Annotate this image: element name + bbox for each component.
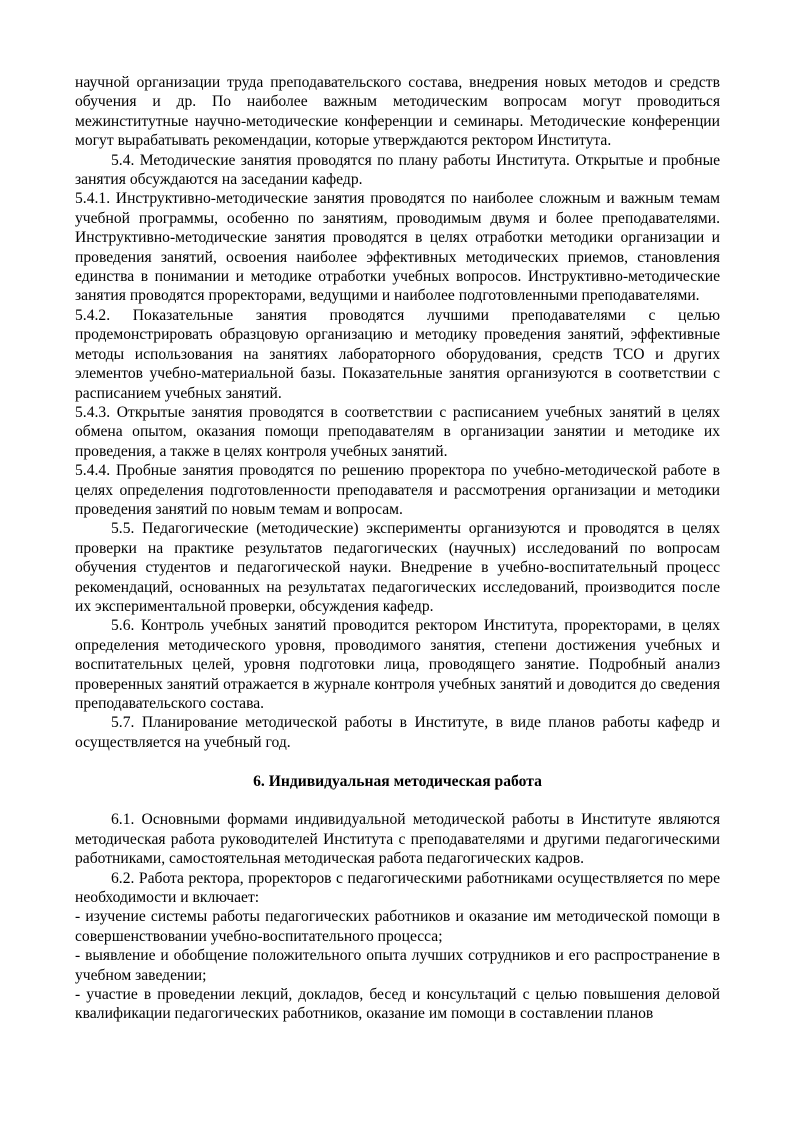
list-item-dash-2: - выявление и обобщение положительного опыта лучших сотрудников и его распространение в учебном заведении; [75, 947, 720, 984]
list-item-dash-3: - участие в проведении лекций, докладов, бесед и консультаций с целью повышения деловой квалификации педагогических работников, оказание им помощи в составлении планов [75, 986, 720, 1023]
paragraph-5-5: 5.5. Педагогические (методические) эксперименты организуются и проводятся в целях проверки на практике результатов педагогических (научных) исследований по вопросам обучения студентов и педагогической науки. Внедрение в учебно-воспитательный процесс рекомендаций, основанных на результатах педагогических исследований, производится после их экспериментальной проверки, обсуждения кафедр. [75, 520, 720, 615]
paragraph-6-2: 6.2. Работа ректора, проректоров с педагогическими работниками осуществляется по мере необходимости и включает: [75, 869, 720, 907]
paragraph-5-4-4: 5.4.4. Пробные занятия проводятся по решению проректора по учебно-методической работе в целях определения подготовленности преподавателя и рассмотрения организации и методики проведения занятий по новым темам и вопросам. [75, 462, 720, 518]
paragraph-5-4-3: 5.4.3. Открытые занятия проводятся в соответствии с расписанием учебных занятий в целях обмена опытом, оказания помощи преподавателям в организации занятии и методике их проведения, а также в целях контроля учебных занятий. [75, 403, 720, 460]
paragraph-5-7: 5.7. Планирование методической работы в Институте, в виде планов работы кафедр и осуществляется на учебный год. [75, 714, 720, 751]
paragraph-5-4-2: 5.4.2. Показательные занятия проводятся лучшими преподавателями с целью продемонстрировать образцовую организацию и методику проведения занятий, эффективные методы использования на занятиях лабораторного оборудования, средств ТСО и других элементов учебно-материальной базы. Показательные занятия организуются в соответствии с расписанием учебных занятий. [75, 306, 720, 402]
paragraph-5-6: 5.6. Контроль учебных занятий проводится ректором Института, проректорами, в целях определения методического уровня, проводимого занятия, степени достижения учебных и воспитательных целей, уровня подготовки лица, проводящего занятие. Подробный анализ проверенных занятий отражается в журнале контроля учебных занятий и доводится до сведения преподавательского состава. [75, 617, 720, 712]
paragraph-5-4: 5.4. Методические занятия проводятся по плану работы Института. Открытые и пробные занятия обсуждаются на заседании кафедр. [75, 151, 720, 189]
list-item-dash-1: - изучение системы работы педагогических работников и оказание им методической помощи в совершенствовании учебно-воспитательного процесса; [75, 908, 720, 945]
paragraph-continuation: научной организации труда преподавательского состава, внедрения новых методов и средств обучения и др. По наиболее важным методическим вопросам могут проводиться межинститутные научно-методические конференции и семинары. Методические конференции могут вырабатывать рекомендации, которые утверждаются ректором Института. [75, 74, 720, 150]
paragraph-6-1: 6.1. Основными формами индивидуальной методической работы в Институте являются методическая работа руководителей Института с преподавателями и другими педагогическими работниками, самостоятельная методическая работа педагогических кадров. [75, 811, 720, 868]
paragraph-5-4-1: 5.4.1. Инструктивно-методические занятия проводятся по наиболее сложным и важным темам учебной программы, особенно по занятиям, проводимым двумя и более преподавателями. Инструктивно-методические занятия проводятся в целях отработки методики организации и проведения занятий, освоения наиболее эффективных методических приемов, становления единства в понимании и методике отработки учебных вопросов. Инструктивно-методические занятия проводятся проректорами, ведущими и наиболее подготовленными преподавателями. [75, 190, 720, 305]
section-heading-6: 6. Индивидуальная методическая работа [253, 772, 542, 790]
